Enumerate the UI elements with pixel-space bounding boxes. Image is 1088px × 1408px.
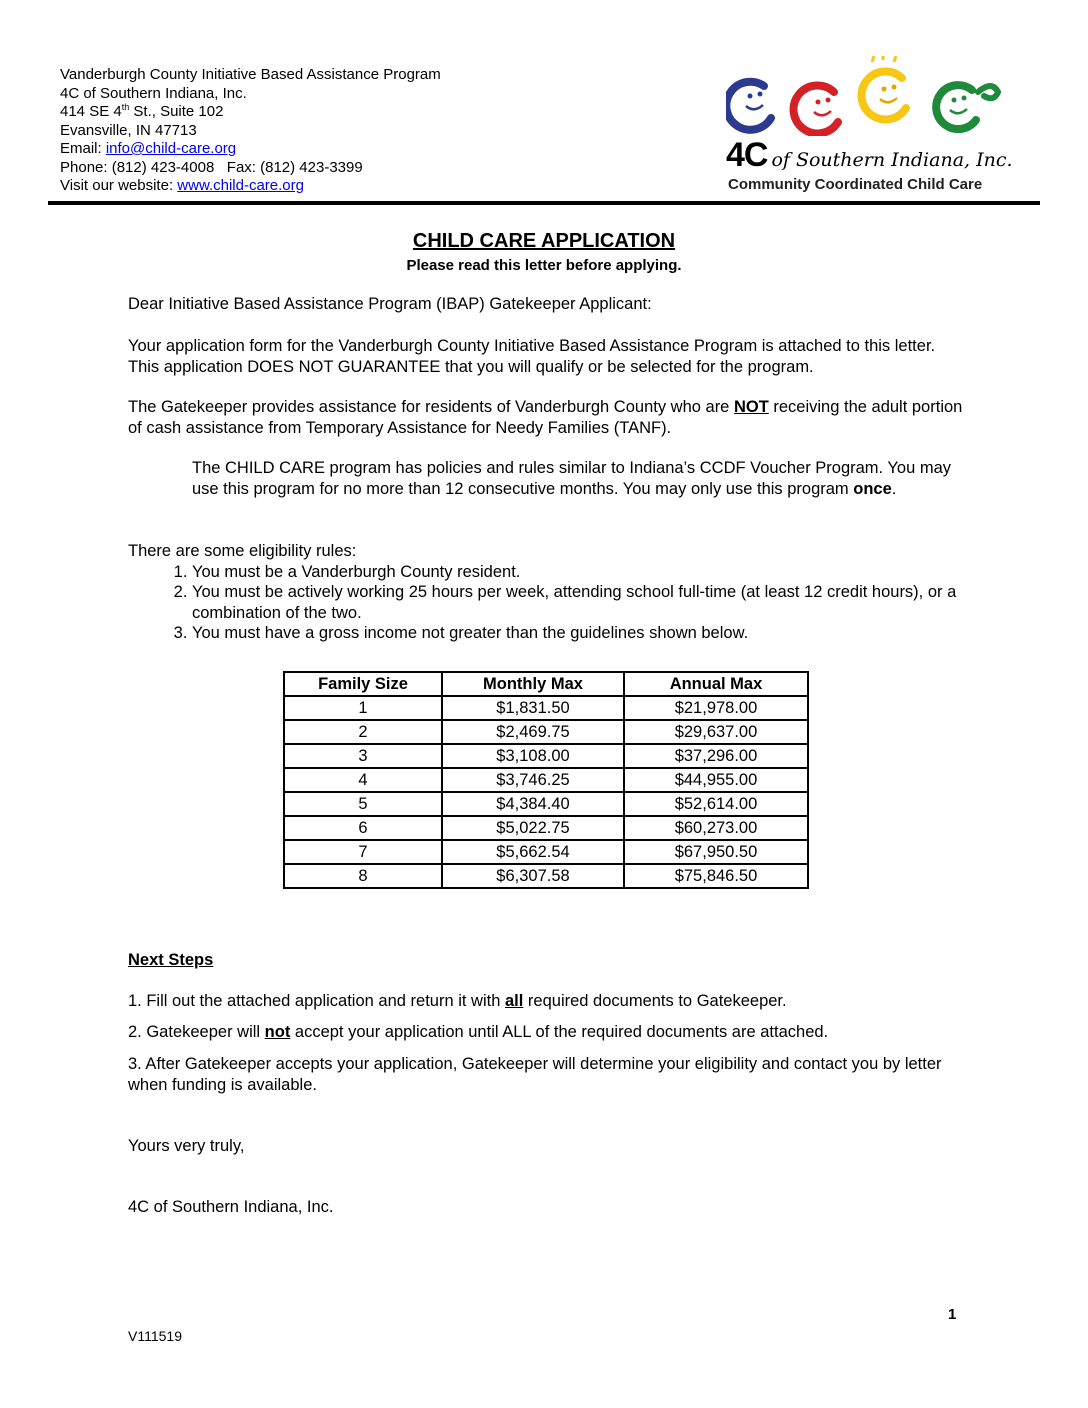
table-row [284,864,808,888]
signature: 4C of Southern Indiana, Inc. [128,1198,334,1216]
monthly-max-cell: $5,662.54 [442,840,624,864]
list-item: 2. You must be actively working 25 hours per week, attending school full-time (at least 12 credit hours), or a combination of the two. [192,582,968,623]
city-line: Evansville, IN 47713 [60,121,197,139]
website-line: Visit our website: www.child-care.org [60,177,304,194]
list-item: 1. You must be a Vanderburgh County resident. [192,562,968,583]
table-row [284,816,808,840]
monthly-max-cell: $1,831.50 [442,696,624,720]
annual-max-cell: $75,846.50 [624,864,808,888]
table-row [284,696,808,720]
page-number: 1 [948,1306,957,1323]
org-name-line: 4C of Southern Indiana, Inc. [60,84,247,102]
table-row [284,720,808,744]
header-divider [48,201,1040,205]
next-step-2: 2. Gatekeeper will not accept your application until ALL of the required documents are attached. [128,1023,829,1041]
version-code: V111519 [128,1328,182,1344]
closing: Yours very truly, [128,1137,245,1155]
monthly-max-cell: $2,469.75 [442,720,624,744]
income-guidelines-table [283,671,809,889]
family-size-cell: 4 [284,768,442,792]
monthly-max-cell: $6,307.58 [442,864,624,888]
logo-subtitle: Community Coordinated Child Care [728,176,983,193]
family-size-cell: 2 [284,720,442,744]
org-logo [726,56,1026,196]
family-size-cell: 6 [284,816,442,840]
family-size-cell: 8 [284,864,442,888]
email-link[interactable]: info@child-care.org [105,140,237,157]
paragraph-program-rules: The CHILD CARE program has policies and rules similar to Indiana’s CCDF Voucher Program. You may use this program for no more than 12 consecutive months. You may only use this program once. [192,459,952,498]
annual-max-cell: $52,614.00 [624,792,808,816]
annual-max-cell: $67,950.50 [624,840,808,864]
website-link[interactable]: www.child-care.org [177,177,304,194]
paragraph-intro: Your application form for the Vanderburgh County Initiative Based Assistance Program is attached to this letter. This application DOES NOT GUARANTEE that you will qualify or be selected for the program. [128,337,936,376]
annual-max-cell: $60,273.00 [624,816,808,840]
annual-max-cell: $44,955.00 [624,768,808,792]
org-program-line: Vanderburgh County Initiative Based Assistance Program [60,66,441,83]
logo-wordmark: 4C of Southern Indiana, Inc. [726,136,1013,174]
annual-max-cell: $21,978.00 [624,696,808,720]
greeting: Dear Initiative Based Assistance Program (IBAP) Gatekeeper Applicant: [128,295,652,313]
email-line: Email: info@child-care.org [60,140,237,157]
street-address: 414 SE 4th St., Suite 102 [60,102,224,120]
smiling-faces-icon [726,56,1026,136]
annual-max-cell: $37,296.00 [624,744,808,768]
next-step-3: 3. After Gatekeeper accepts your application, Gatekeeper will determine your eligibility and contact you by letter when funding is available. [128,1055,942,1094]
eligibility-rules [128,541,968,644]
monthly-max-cell: $4,384.40 [442,792,624,816]
letterhead-address [60,66,441,196]
monthly-max-cell: $3,746.25 [442,768,624,792]
next-steps-heading: Next Steps [128,951,214,969]
table-row [284,744,808,768]
rules-intro: There are some eligibility rules: [128,542,357,560]
phone-fax-line: Phone: (812) 423-4008 Fax: (812) 423-3399 [60,158,363,176]
annual-max-cell: $29,637.00 [624,720,808,744]
next-step-1: 1. Fill out the attached application and return it with all required documents to Gatekeeper. [128,992,787,1010]
table-row [284,840,808,864]
family-size-cell: 1 [284,696,442,720]
table-row [284,792,808,816]
page-title: CHILD CARE APPLICATION [412,230,676,252]
paragraph-tanf: The Gatekeeper provides assistance for residents of Vanderburgh County who are NOT receiving the adult portion of cash assistance from Temporary Assistance for Needy Families (TANF). [128,398,963,437]
list-item: 3. You must have a gross income not greater than the guidelines shown below. [192,623,968,644]
column-header: Family Size [284,672,442,696]
family-size-cell: 3 [284,744,442,768]
page-subtitle: Please read this letter before applying. [406,257,682,274]
monthly-max-cell: $5,022.75 [442,816,624,840]
table-row [284,768,808,792]
column-header: Annual Max [624,672,808,696]
column-header: Monthly Max [442,672,624,696]
table-header-row [284,672,808,696]
family-size-cell: 7 [284,840,442,864]
family-size-cell: 5 [284,792,442,816]
monthly-max-cell: $3,108.00 [442,744,624,768]
